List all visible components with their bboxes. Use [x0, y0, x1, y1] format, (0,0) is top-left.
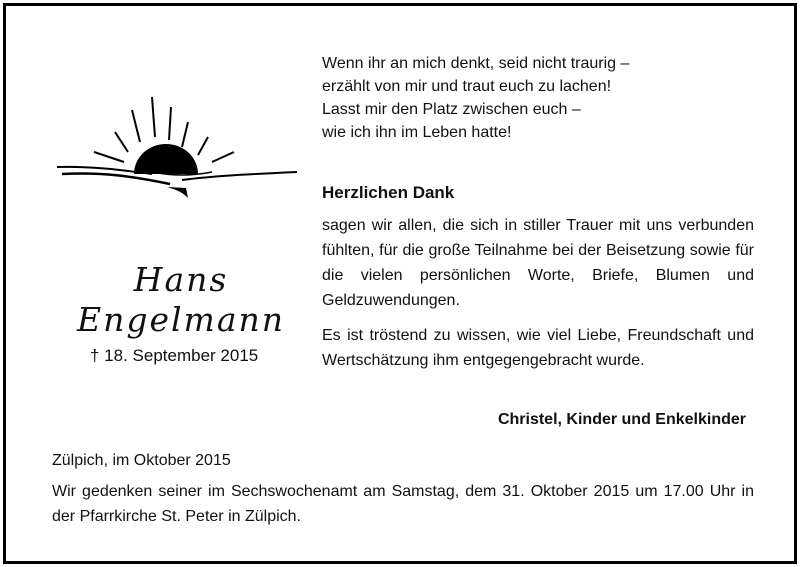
place-date: Zülpich, im Oktober 2015 [52, 452, 231, 469]
deceased-first-name: Hans [133, 260, 229, 299]
deceased-last-name: Engelmann [76, 300, 286, 339]
family-signature: Christel, Kinder und Enkelkinder [497, 411, 746, 428]
poem-line: Wenn ihr an mich denkt, seid nicht traurig – [322, 55, 630, 72]
memorial-service-note: Wir gedenken seiner im Sechswochenamt am Samstag, dem 31. Oktober 2015 um 17.00 Uhr in der Pfarrkirche St. Peter in Zülpich. [52, 483, 754, 525]
poem [322, 52, 629, 144]
thanks-heading: Herzlichen Dank [322, 183, 455, 202]
poem-line: wie ich ihn im Leben hatte! [322, 124, 512, 141]
obituary-card [3, 3, 797, 564]
rising-sun-icon [52, 92, 302, 202]
death-date: † 18. September 2015 [90, 346, 259, 365]
thanks-paragraph: sagen wir allen, die sich in stiller Trauer mit uns verbunden fühlten, für die große Teilnahme bei der Beisetzung sowie für die vielen persönlichen Worte, Briefe, Blumen und Geldzuwendungen. [322, 217, 754, 309]
comfort-paragraph: Es ist tröstend zu wissen, wie viel Liebe, Freundschaft und Wertschätzung ihm entgegengebracht wurde. [322, 327, 754, 369]
poem-line: erzählt von mir und traut euch zu lachen! [322, 78, 612, 95]
poem-line: Lasst mir den Platz zwischen euch – [322, 101, 581, 118]
